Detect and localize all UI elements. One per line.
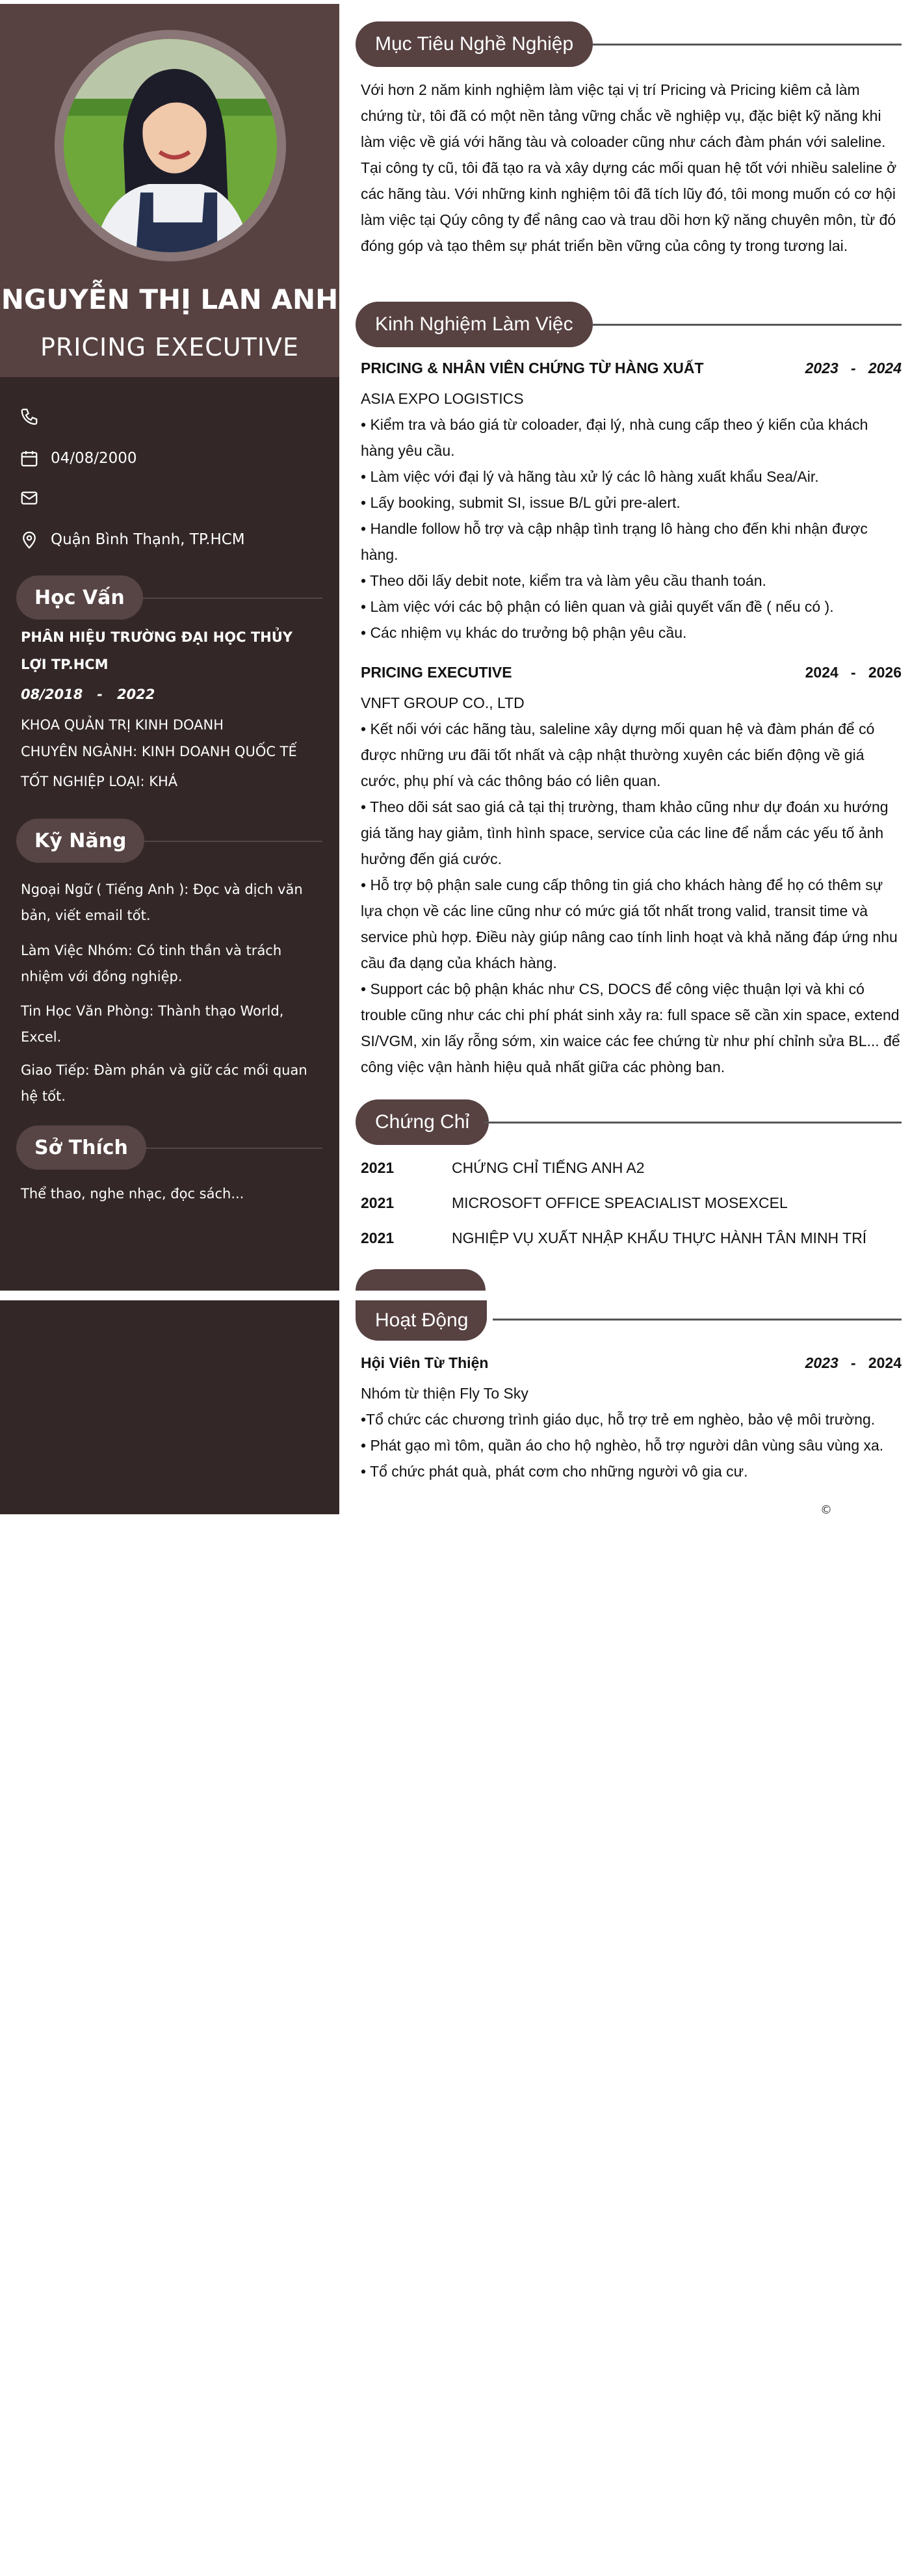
bullet: • Tổ chức phát quà, phát cơm cho những người vô gia cư. <box>361 1463 748 1480</box>
date-separator: - <box>97 687 103 702</box>
header-band <box>0 4 339 377</box>
skill-item: Giao Tiếp: Đàm phán và giữ các mối quan hệ tốt. <box>21 1062 307 1104</box>
date-separator: - <box>850 1354 856 1371</box>
calendar-icon <box>20 449 39 468</box>
certificate-year: 2021 <box>361 1229 395 1246</box>
bullet: •Tổ chức các chương trình giáo dục, hỗ trợ trẻ em nghèo, bảo vệ môi trường. <box>361 1411 876 1428</box>
experience-heading: Kinh Nghiệm Làm Việc <box>356 302 593 347</box>
contact-birthdate <box>20 449 137 468</box>
bullet: • Theo dõi sát sao giá cả tại thị trường, tham khảo cũng như dự đoán xu hướng giá tăng hay giảm, tình hình space, service của các line để nắm các yếu tố ảnh hưởng đến giá cước. <box>361 798 889 867</box>
education-start: 08/2018 <box>21 687 83 702</box>
sidebar-page-2 <box>0 1300 339 1514</box>
activity-role: Hội Viên Từ Thiện <box>361 1354 489 1371</box>
job-start: 2023 <box>805 360 838 376</box>
contact-phone <box>20 407 51 427</box>
job-end: 2026 <box>868 664 902 681</box>
activity-entry <box>361 1354 902 1484</box>
avatar <box>55 30 286 261</box>
skills-heading: Kỹ Năng <box>16 819 144 863</box>
divider <box>592 324 902 326</box>
job-entry <box>361 664 902 1080</box>
job-header <box>361 360 902 377</box>
page-break-pill-fragment <box>356 1269 486 1291</box>
activity-dates <box>805 1354 902 1372</box>
divider <box>133 598 322 599</box>
divider <box>493 1319 902 1321</box>
job-dates <box>805 360 902 377</box>
hobbies-text: Thể thao, nghe nhạc, đọc sách... <box>21 1186 244 1202</box>
phone-icon <box>20 407 39 427</box>
certificate-item <box>361 1229 902 1265</box>
objective-heading: Mục Tiêu Nghề Nghiệp <box>356 21 593 67</box>
certificate-year: 2021 <box>361 1194 395 1211</box>
activity-bullets <box>361 1406 902 1484</box>
bullet: • Làm việc với các bộ phận có liên quan và giải quyết vấn đề ( nếu có ). <box>361 598 834 615</box>
job-title: PRICING EXECUTIVE <box>361 664 512 681</box>
activity-organization: Nhóm từ thiện Fly To Sky <box>361 1385 528 1402</box>
bullet: • Hỗ trợ bộ phận sale cung cấp thông tin giá cho khách hàng để họ có thêm sự lựa chọn về các line cũng như có mức giá tốt nhất trong valid, transit time và service phù hợp. Điều này giúp nâng cao tính linh hoạt và khả năng đáp ứng nhu cầu đa dạng của khách hàng. <box>361 876 898 971</box>
divider <box>484 1122 902 1124</box>
location-icon <box>20 530 39 549</box>
job-bullets <box>361 412 902 646</box>
copyright-mark: © <box>820 1503 832 1517</box>
certificate-item <box>361 1194 902 1229</box>
certificate-name: MICROSOFT OFFICE SPEACIALIST MOSEXCEL <box>452 1194 788 1211</box>
contact-email <box>20 488 51 508</box>
bullet: • Các nhiệm vụ khác do trưởng bộ phận yêu cầu. <box>361 624 687 641</box>
full-name: NGUYỄN THỊ LAN ANH <box>1 283 339 315</box>
job-title: PRICING & NHÂN VIÊN CHỨNG TỪ HÀNG XUẤT <box>361 360 704 376</box>
job-bullets <box>361 716 902 1080</box>
contact-address <box>20 530 245 549</box>
major: CHUYÊN NGÀNH: KINH DOANH QUỐC TẾ <box>21 744 297 759</box>
education-dates <box>21 681 320 707</box>
activity-header <box>361 1354 902 1372</box>
certificate-name: CHỨNG CHỈ TIẾNG ANH A2 <box>452 1159 645 1176</box>
bullet: • Lấy booking, submit SI, issue B/L gửi pre-alert. <box>361 494 681 511</box>
sidebar <box>0 4 339 1291</box>
divider <box>132 841 322 842</box>
skill-item: Tin Học Văn Phòng: Thành thạo World, Excel. <box>21 1003 284 1045</box>
job-start: 2024 <box>805 664 838 681</box>
address: Quận Bình Thạnh, TP.HCM <box>51 531 245 548</box>
profile-photo <box>64 39 277 252</box>
activity-end: 2024 <box>868 1354 902 1371</box>
job-end: 2024 <box>868 360 902 376</box>
bullet: • Handle follow hỗ trợ và cập nhập tình trạng lô hàng cho đến khi nhận được hàng. <box>361 520 868 563</box>
graduation-grade: TỐT NGHIỆP LOẠI: KHÁ <box>21 774 178 789</box>
skill-item: Làm Việc Nhóm: Có tinh thần và trách nhiệm với đồng nghiệp. <box>21 943 282 984</box>
hobbies-heading: Sở Thích <box>16 1125 146 1170</box>
job-dates <box>805 664 902 681</box>
education-end: 2022 <box>116 687 155 702</box>
objective-text: Với hơn 2 năm kinh nghiệm làm việc tại vị trí Pricing và Pricing kiêm cả làm chứng từ, tôi đã có một nền tảng vững chắc về nghiệp vụ, đặc biệt kỹ năng khi làm việc về giá với hãng tàu và coloader cũng như cách đàm phán với saleline. Tại công ty cũ, tôi đã tạo ra và xây dựng các mối quan hệ tốt với nhiều saleline ở các hãng tàu. Với những kinh nghiệm tôi đã tích lũy đó, tôi mong muốn có cơ hội làm việc tại Qúy công ty để nâng cao và trau dồi hơn kỹ năng chuyên môn, từ đó đóng góp và tạo thêm sự phát triển bền vững của công ty trong tương lai. <box>361 81 897 254</box>
bullet: • Kiểm tra và báo giá từ coloader, đại lý, nhà cung cấp theo ý kiến của khách hàng yêu cầu. <box>361 416 868 459</box>
mail-icon <box>20 488 39 508</box>
certificate-item <box>361 1159 902 1194</box>
job-header <box>361 664 902 681</box>
certificate-year: 2021 <box>361 1159 395 1176</box>
job-title: PRICING EXECUTIVE <box>40 333 300 361</box>
bullet: • Làm việc với đại lý và hãng tàu xử lý các lô hàng xuất khẩu Sea/Air. <box>361 468 819 485</box>
education-heading: Học Vấn <box>16 575 143 620</box>
job-entry <box>361 360 902 646</box>
certificate-list <box>361 1159 902 1265</box>
company: VNFT GROUP CO., LTD <box>361 694 525 711</box>
certificate-name: NGHIỆP VỤ XUẤT NHẬP KHẨU THỰC HÀNH TÂN MINH TRÍ <box>452 1229 867 1246</box>
bullet: • Support các bộ phận khác như CS, DOCS để công việc thuận lợi và khi có trouble cũng như các chi phí phát sinh xảy ra: full space sẽ cần xin space, extend SI/VGM, xin lấy rỗng sớm, xin waice các fee chứng từ như phí chỉnh sửa BL... để công việc vận hành hiệu quả nhất giữa các phòng ban. <box>361 980 900 1075</box>
divider <box>135 1148 322 1149</box>
faculty: KHOA QUẢN TRỊ KINH DOANH <box>21 717 224 733</box>
birthdate: 04/08/2000 <box>51 450 137 467</box>
company: ASIA EXPO LOGISTICS <box>361 390 524 407</box>
bullet: • Theo dõi lấy debit note, kiểm tra và làm yêu cầu thanh toán. <box>361 572 766 589</box>
date-separator: - <box>850 360 856 376</box>
activity-start: 2023 <box>805 1354 838 1371</box>
school-name: PHÂN HIỆU TRƯỜNG ĐẠI HỌC THỦY LỢI TP.HCM <box>21 629 292 672</box>
divider <box>593 44 902 46</box>
activities-heading: Hoạt Động <box>356 1300 487 1341</box>
bullet: • Kết nối với các hãng tàu, saleline xây dựng mối quan hệ và đàm phán để có được những ưu đãi tốt nhất và cập nhật thường xuyên các biến động về giá cước, phụ phí và các thông báo có liên quan. <box>361 720 875 789</box>
skill-item: Ngoại Ngữ ( Tiếng Anh ): Đọc và dịch văn bản, viết email tốt. <box>21 882 303 923</box>
bullet: • Phát gạo mì tôm, quần áo cho hộ nghèo, hỗ trợ người dân vùng sâu vùng xa. <box>361 1437 884 1454</box>
date-separator: - <box>850 664 856 681</box>
certificates-heading: Chứng Chỉ <box>356 1099 489 1145</box>
